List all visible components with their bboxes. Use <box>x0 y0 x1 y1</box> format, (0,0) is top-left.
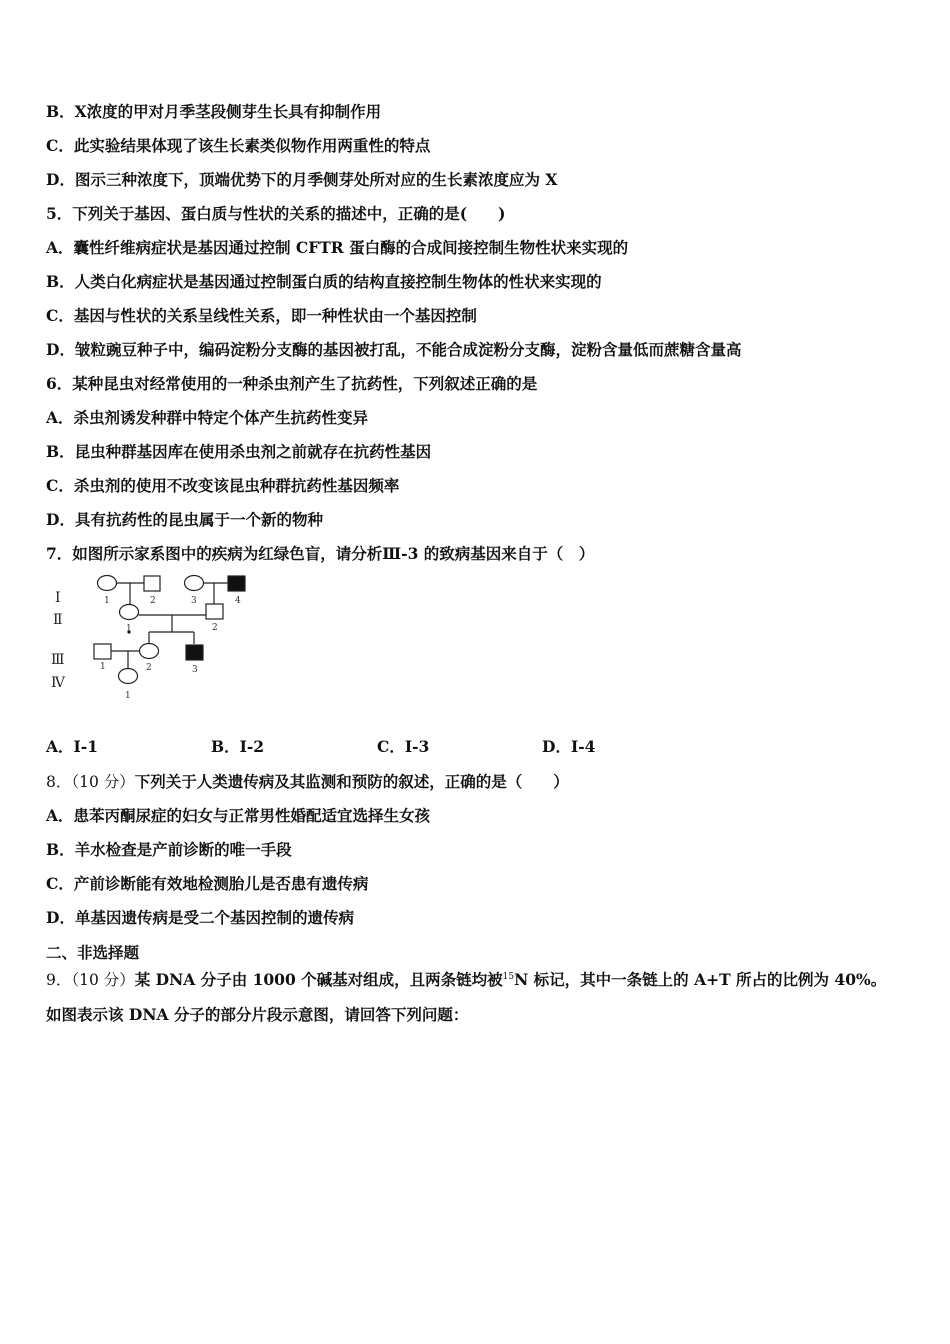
q6-stem: 6．某种昆虫对经常使用的一种杀虫剂产生了抗药性，下列叙述正确的是 <box>46 374 538 393</box>
q4-option-b: B．X浓度的甲对月季茎段侧芽生长具有抑制作用 <box>46 102 382 121</box>
q8-stem: 8．（10 分）下列关于人类遗传病及其监测和预防的叙述，正确的是（ ） <box>46 772 569 791</box>
q5-option-d: D．皱粒豌豆种子中，编码淀粉分支酶的基因被打乱，不能合成淀粉分支酶，淀粉含量低而蔗糖含量高 <box>46 340 742 359</box>
generation-label-i: Ⅰ <box>55 590 61 606</box>
generation-label-iv: Ⅳ <box>51 675 65 691</box>
q5-option-a: A．囊性纤维病症状是基因通过控制 CFTR 蛋白酶的合成间接控制生物性状来实现的 <box>46 238 629 257</box>
label-iv1: 1 <box>125 691 131 701</box>
pedigree-i2-male <box>144 576 160 591</box>
q5-option-c: C．基因与性状的关系呈线性关系，即一种性状由一个基因控制 <box>46 306 477 325</box>
label-iii3: 3 <box>192 665 198 675</box>
q6-option-a: A．杀虫剂诱发种群中特定个体产生抗药性变异 <box>46 408 369 427</box>
label-iii2: 2 <box>146 663 152 673</box>
q4-option-d: D．图示三种浓度下，顶端优势下的月季侧芽处所对应的生长素浓度应为 X <box>46 170 558 189</box>
q8-option-c: C．产前诊断能有效地检测胎儿是否患有遗传病 <box>46 874 369 893</box>
pedigree-iii3-affected-male <box>186 645 203 660</box>
q5-stem: 5．下列关于基因、蛋白质与性状的关系的描述中，正确的是( ) <box>46 204 506 223</box>
q9-stem: 9．（10 分）某 DNA 分子由 1000 个碱基对组成，且两条链均被$^{15}$N 标记，其中一条链上的 A+T 所占的比例为 40%。 <box>46 970 887 990</box>
generation-label-ii: Ⅱ <box>53 612 63 628</box>
q8-option-d: D．单基因遗传病是受二个基因控制的遗传病 <box>46 908 354 927</box>
q5-option-b: B．人类白化病症状是基因通过控制蛋白质的结构直接控制生物体的性状来实现的 <box>46 272 602 291</box>
label-ii1: 1 <box>126 624 132 634</box>
pedigree-iv1-female <box>119 669 138 684</box>
label-i4: 4 <box>235 596 241 606</box>
label-i3: 3 <box>191 596 197 606</box>
label-i1: 1 <box>104 596 110 606</box>
generation-label-iii: Ⅲ <box>51 652 65 668</box>
q9-instruction: 如图表示该 DNA 分子的部分片段示意图，请回答下列问题： <box>46 1005 469 1024</box>
q4-option-c: C．此实验结果体现了该生长素类似物作用两重性的特点 <box>46 136 431 155</box>
q7-option-c: C．Ⅰ-3 <box>377 737 430 756</box>
pedigree-chart <box>46 570 266 705</box>
q7-stem: 7．如图所示家系图中的疾病为红绿色盲，请分析Ⅲ-3 的致病基因来自于（ ） <box>46 544 595 563</box>
pedigree-ii1-carrier-female <box>120 605 139 620</box>
label-ii2: 2 <box>212 623 218 633</box>
q8-option-a: A．患苯丙酮尿症的妇女与正常男性婚配适宜选择生女孩 <box>46 806 431 825</box>
q7-option-d: D．Ⅰ-4 <box>542 737 596 756</box>
q6-option-c: C．杀虫剂的使用不改变该昆虫种群抗药性基因频率 <box>46 476 400 495</box>
pedigree-iii2-female <box>140 644 159 659</box>
q8-option-b: B．羊水检查是产前诊断的唯一手段 <box>46 840 292 859</box>
q7-option-a: A．Ⅰ-1 <box>46 737 98 756</box>
q6-option-d: D．具有抗药性的昆虫属于一个新的物种 <box>46 510 323 529</box>
pedigree-i3-female <box>185 576 204 591</box>
pedigree-iii1-male <box>94 644 111 659</box>
q6-option-b: B．昆虫种群基因库在使用杀虫剂之前就存在抗药性基因 <box>46 442 432 461</box>
pedigree-ii2-male <box>206 604 223 619</box>
q7-option-b: B．Ⅰ-2 <box>211 737 265 756</box>
pedigree-i1-female <box>98 576 117 591</box>
pedigree-i4-affected-male <box>228 576 245 591</box>
label-iii1: 1 <box>100 662 106 672</box>
section-heading: 二、非选择题 <box>46 943 140 962</box>
label-i2: 2 <box>150 596 156 606</box>
